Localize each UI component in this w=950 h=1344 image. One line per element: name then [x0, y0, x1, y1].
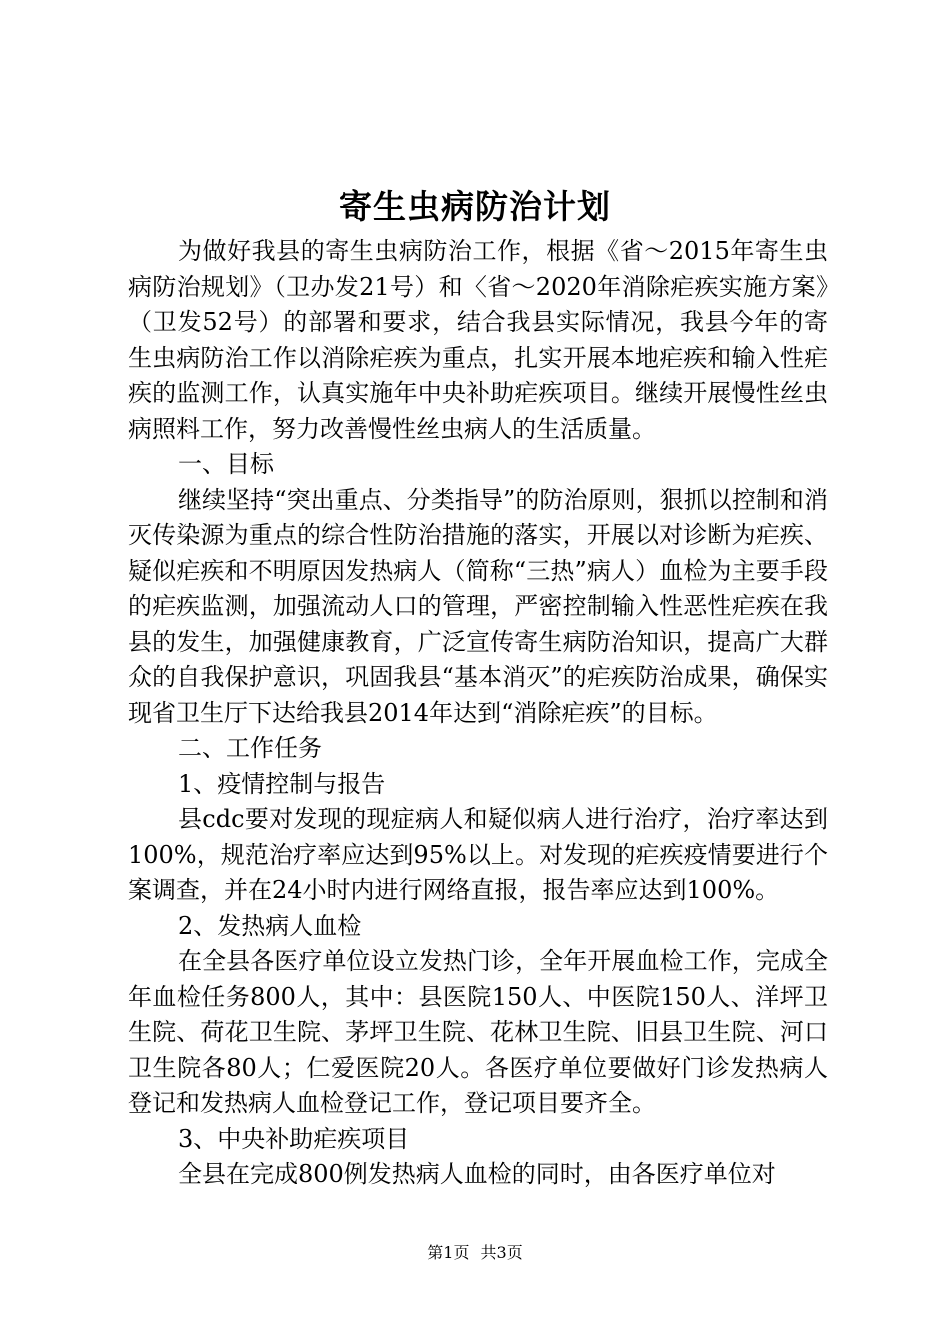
page-number: 第1页	[427, 1243, 470, 1262]
subheading-epidemic-control: 1、疫情控制与报告	[178, 769, 386, 798]
paragraph-epidemic-control: 县cdc要对发现的现症病人和疑似病人进行治疗，治疗率达到100%，规范治疗率应达到95%以上。对发现的疟疾疫情要进行个案调查，并在24小时内进行网络直报，报告率应达到100%。	[128, 805, 828, 904]
paragraph-intro: 为做好我县的寄生虫病防治工作，根据《省～2015年寄生虫病防治规划》（卫办发21号）和〈省～2020年消除疟疾实施方案》（卫发52号）的部署和要求，结合我县实际情况，我县今年的寄生虫病防治工作以消除疟疾为重点，扎实开展本地疟疾和输入性疟疾的监测工作，认真实施年中央补助疟疾项目。继续开展慢性丝虫病照料工作，努力改善慢性丝虫病人的生活质量。	[128, 237, 828, 443]
subheading-central-project: 3、中央补助疟疾项目	[178, 1124, 410, 1153]
paragraph-central-project: 全县在完成800例发热病人血检的同时，由各医疗单位对	[178, 1160, 776, 1188]
heading-tasks: 二、工作任务	[178, 734, 322, 762]
subheading-blood-test: 2、发热病人血检	[178, 911, 362, 940]
page-title: 寄生虫病防治计划	[339, 187, 611, 226]
page-footer	[0, 1242, 950, 1264]
paragraph-goals: 继续坚持“突出重点、分类指导”的防治原则，狠抓以控制和消灭传染源为重点的综合性防治措施的落实，开展以对诊断为疟疾、疑似疟疾和不明原因发热病人（简称“三热”病人）血检为主要手段的疟疾监测，加强流动人口的管理，严密控制输入性恶性疟疾在我县的发生，加强健康教育，广泛宣传寄生病防治知识，提高广大群众的自我保护意识，巩固我县“基本消灭”的疟疾防治成果，确保实现省卫生厅下达给我县2014年达到“消除疟疾”的目标。	[128, 485, 828, 727]
page-total: 共3页	[480, 1243, 523, 1262]
paragraph-blood-test: 在全县各医疗单位设立发热门诊，全年开展血检工作，完成全年血检任务800人，其中：县医院150人、中医院150人、洋坪卫生院、荷花卫生院、茅坪卫生院、花林卫生院、旧县卫生院、河口卫生院各80人；仁爱医院20人。各医疗单位要做好门诊发热病人登记和发热病人血检登记工作，登记项目要齐全。	[128, 947, 828, 1117]
heading-goals: 一、目标	[178, 450, 274, 478]
document-body	[128, 234, 828, 1193]
